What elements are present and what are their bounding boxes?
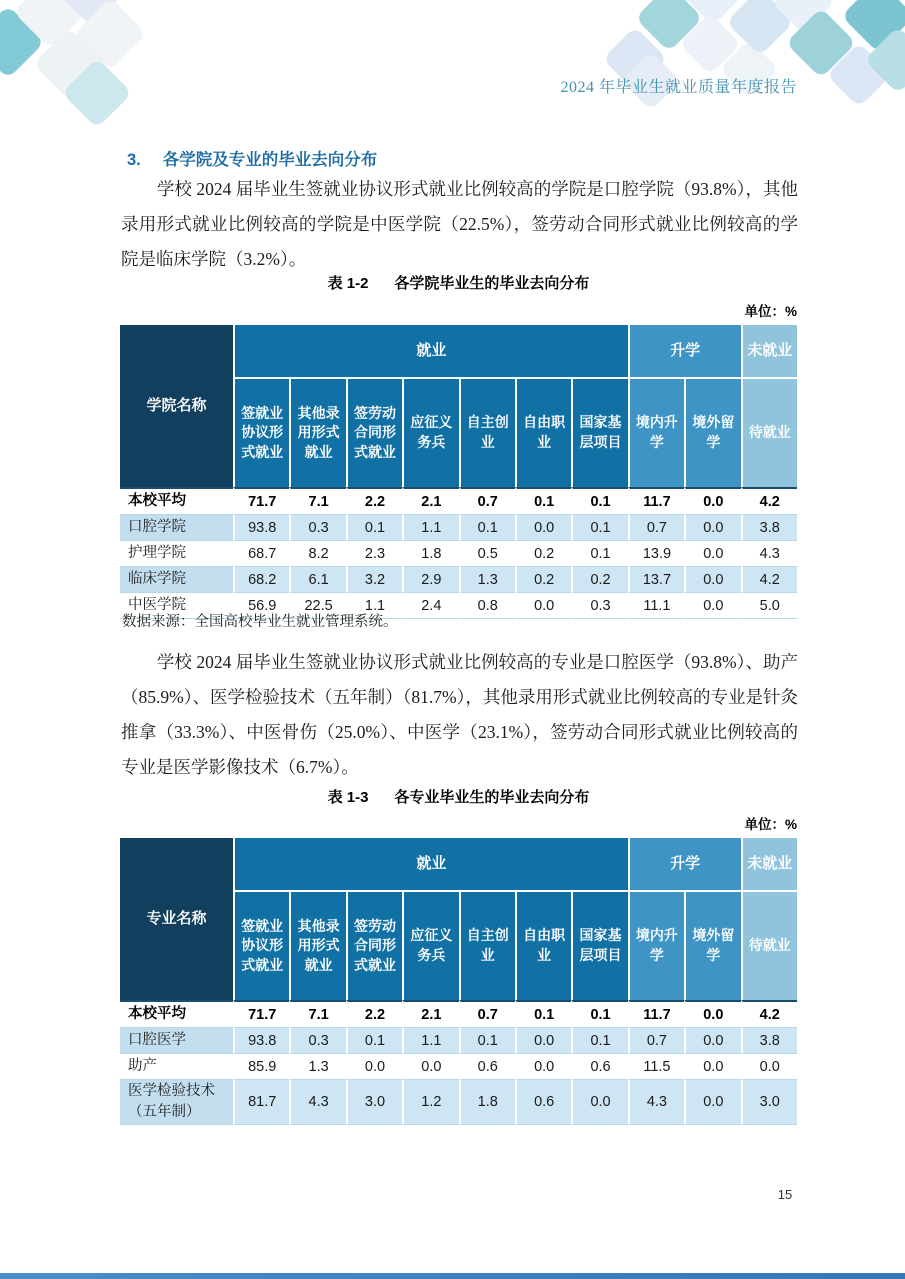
table2-caption-label: 表 1-3 [327,789,369,806]
paragraph-major-summary: 学校 2024 届毕业生签就业协议形式就业比例较高的专业是口腔医学（93.8%）、助产（85.9%）、医学检验技术（五年制）（81.7%），其他录用形式就业比例较高的专业是针灸推拿（33.3%）、中医骨伤（25.0%）、中医学（23.1%），签劳动合同形式就业比例较高的专业是医学影像技术（6.7%）。 [121,652,798,777]
value-cell: 0.1 [571,515,627,541]
value-cell: 68.7 [233,541,289,567]
table-row [120,567,797,593]
column-header: 国家基层项目 [571,377,627,487]
value-cell: 0.0 [515,1054,571,1080]
group-header-employment: 就业 [233,838,628,890]
value-cell: 2.9 [402,567,458,593]
table-row [120,1080,797,1125]
column-header: 自由职业 [515,890,571,1000]
data-source-note: 数据来源：全国高校毕业生就业管理系统。 [122,614,398,630]
value-cell: 22.5 [289,593,345,619]
table1-caption [120,272,797,293]
value-cell: 0.0 [346,1054,402,1080]
value-cell: 0.2 [515,541,571,567]
value-cell: 0.3 [289,1028,345,1054]
column-header: 签劳动合同形式就业 [346,890,402,1000]
table-row [120,515,797,541]
column-header: 应征义务兵 [402,890,458,1000]
value-cell: 0.6 [459,1054,515,1080]
value-cell: 2.3 [346,541,402,567]
value-cell: 0.0 [515,1028,571,1054]
column-header: 待就业 [741,377,797,487]
value-cell: 0.0 [684,1080,740,1125]
column-header: 境外留学 [684,377,740,487]
value-cell: 0.0 [684,1000,740,1028]
value-cell: 11.1 [628,593,684,619]
value-cell: 0.0 [571,1080,627,1125]
value-cell: 0.0 [684,567,740,593]
value-cell: 3.8 [741,1028,797,1054]
value-cell: 1.3 [289,1054,345,1080]
value-cell: 0.7 [459,487,515,515]
column-header: 自主创业 [459,890,515,1000]
value-cell: 0.2 [571,567,627,593]
value-cell: 0.3 [289,515,345,541]
value-cell: 0.1 [571,1000,627,1028]
section-title: 各学院及专业的毕业去向分布 [162,151,378,169]
group-header-further-study: 升学 [628,325,741,377]
value-cell: 2.2 [346,1000,402,1028]
value-cell: 81.7 [233,1080,289,1125]
value-cell: 4.2 [741,1000,797,1028]
table2-caption [120,786,797,807]
value-cell: 0.7 [628,1028,684,1054]
table1-caption-label: 表 1-2 [327,275,369,292]
row-header-cell: 学院名称 [120,325,233,487]
value-cell: 1.2 [402,1080,458,1125]
row-label-cell: 护理学院 [120,541,233,567]
value-cell: 0.8 [459,593,515,619]
page-number: 15 [777,1187,793,1202]
value-cell: 68.2 [233,567,289,593]
table-row [120,1054,797,1080]
value-cell: 0.0 [684,487,740,515]
value-cell: 3.0 [741,1080,797,1125]
table-row [120,487,797,515]
row-label-cell: 口腔医学 [120,1028,233,1054]
value-cell: 8.2 [289,541,345,567]
value-cell: 7.1 [289,1000,345,1028]
table-row [120,541,797,567]
value-cell: 0.1 [515,487,571,515]
row-label-cell: 医学检验技术（五年制） [120,1080,233,1125]
group-header-unemployed: 未就业 [741,325,797,377]
value-cell: 0.1 [459,1028,515,1054]
value-cell: 0.5 [459,541,515,567]
row-label-cell: 临床学院 [120,567,233,593]
column-header: 其他录用形式就业 [289,377,345,487]
row-header-cell: 专业名称 [120,838,233,1000]
value-cell: 13.7 [628,567,684,593]
group-header-further-study: 升学 [628,838,741,890]
value-cell: 11.7 [628,1000,684,1028]
value-cell: 11.7 [628,487,684,515]
value-cell: 85.9 [233,1054,289,1080]
column-header: 自由职业 [515,377,571,487]
value-cell: 0.1 [571,541,627,567]
value-cell: 0.7 [628,515,684,541]
row-label-cell: 口腔学院 [120,515,233,541]
value-cell: 3.8 [741,515,797,541]
value-cell: 0.0 [515,593,571,619]
value-cell: 6.1 [289,567,345,593]
group-header-unemployed: 未就业 [741,838,797,890]
value-cell: 71.7 [233,487,289,515]
group-header-employment: 就业 [233,325,628,377]
value-cell: 11.5 [628,1054,684,1080]
value-cell: 4.2 [741,487,797,515]
column-header: 国家基层项目 [571,890,627,1000]
value-cell: 0.0 [684,1028,740,1054]
value-cell: 0.1 [346,1028,402,1054]
section-heading [127,146,797,170]
value-cell: 93.8 [233,515,289,541]
value-cell: 0.1 [346,515,402,541]
column-header: 境内升学 [628,890,684,1000]
table-row [120,1000,797,1028]
value-cell: 0.6 [515,1080,571,1125]
value-cell: 0.7 [459,1000,515,1028]
column-header: 境外留学 [684,890,740,1000]
value-cell: 0.3 [571,593,627,619]
value-cell: 0.2 [515,567,571,593]
college-destination-table [120,325,797,619]
value-cell: 0.0 [684,593,740,619]
column-header: 签就业协议形式就业 [233,377,289,487]
table1-unit-label: 单位：% [744,304,797,319]
value-cell: 93.8 [233,1028,289,1054]
value-cell: 4.3 [741,541,797,567]
value-cell: 2.1 [402,487,458,515]
value-cell: 0.0 [684,1054,740,1080]
value-cell: 1.8 [402,541,458,567]
value-cell: 13.9 [628,541,684,567]
value-cell: 1.1 [346,593,402,619]
value-cell: 0.0 [515,515,571,541]
value-cell: 0.1 [459,515,515,541]
document-header: 2024 年毕业生就业质量年度报告 [560,79,797,96]
column-header: 签就业协议形式就业 [233,890,289,1000]
value-cell: 2.1 [402,1000,458,1028]
row-label-cell: 本校平均 [120,1000,233,1028]
row-label-cell: 中医学院 [120,593,233,619]
value-cell: 71.7 [233,1000,289,1028]
value-cell: 0.0 [402,1054,458,1080]
value-cell: 0.1 [515,1000,571,1028]
table2-unit-label: 单位：% [744,817,797,832]
value-cell: 2.4 [402,593,458,619]
value-cell: 0.0 [741,1054,797,1080]
value-cell: 1.3 [459,567,515,593]
value-cell: 0.6 [571,1054,627,1080]
major-destination-table [120,838,797,1125]
value-cell: 0.0 [684,541,740,567]
value-cell: 4.3 [628,1080,684,1125]
value-cell: 3.0 [346,1080,402,1125]
value-cell: 4.2 [741,567,797,593]
table2-caption-title: 各专业毕业生的毕业去向分布 [394,789,590,806]
value-cell: 0.0 [684,515,740,541]
row-label-cell: 本校平均 [120,487,233,515]
value-cell: 1.1 [402,1028,458,1054]
column-header: 其他录用形式就业 [289,890,345,1000]
column-header: 签劳动合同形式就业 [346,377,402,487]
paragraph-college-summary: 学校 2024 届毕业生签就业协议形式就业比例较高的学院是口腔学院（93.8%），其他录用形式就业比例较高的学院是中医学院（22.5%），签劳动合同形式就业比例较高的学院是临床学院（3.2%）。 [121,179,798,269]
column-header: 自主创业 [459,377,515,487]
value-cell: 1.1 [402,515,458,541]
value-cell: 56.9 [233,593,289,619]
value-cell: 4.3 [289,1080,345,1125]
value-cell: 0.1 [571,487,627,515]
table1-caption-title: 各学院毕业生的毕业去向分布 [394,275,590,292]
value-cell: 2.2 [346,487,402,515]
section-number: 3. [127,151,141,169]
column-header: 待就业 [741,890,797,1000]
column-header: 境内升学 [628,377,684,487]
row-label-cell: 助产 [120,1054,233,1080]
value-cell: 3.2 [346,567,402,593]
value-cell: 0.1 [571,1028,627,1054]
value-cell: 5.0 [741,593,797,619]
table-row [120,1028,797,1054]
bottom-accent-bar [0,1273,905,1279]
value-cell: 7.1 [289,487,345,515]
value-cell: 1.8 [459,1080,515,1125]
column-header: 应征义务兵 [402,377,458,487]
